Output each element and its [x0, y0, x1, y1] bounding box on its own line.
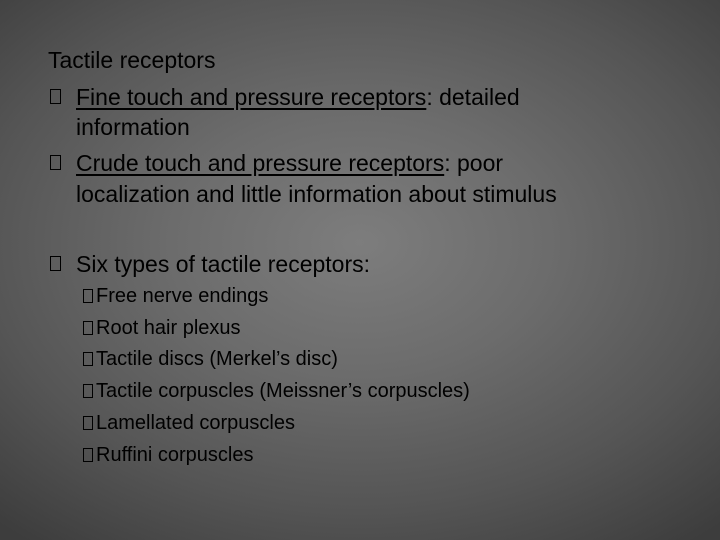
square-bullet-icon [83, 321, 93, 335]
type-list-item: Tactile corpuscles (Meissner’s corpuscles) [83, 381, 470, 401]
square-bullet-icon [50, 89, 61, 104]
square-bullet-icon [50, 256, 61, 271]
bullet-continuation: information [76, 114, 190, 140]
type-list-item: Root hair plexus [83, 318, 241, 338]
bullet-rest: : detailed [426, 84, 520, 110]
square-bullet-icon [83, 416, 93, 430]
square-bullet-icon [83, 289, 93, 303]
type-list-item: Free nerve endings [83, 286, 268, 306]
square-bullet-icon [83, 352, 93, 366]
type-list-item: Tactile discs (Merkel’s disc) [83, 349, 338, 369]
bullet-item [76, 152, 503, 175]
square-bullet-icon [83, 384, 93, 398]
type-list-item: Lamellated corpuscles [83, 413, 295, 433]
types-heading: Six types of tactile receptors: [76, 251, 371, 277]
bullet-item [76, 86, 520, 109]
type-list-item: Ruffini corpuscles [83, 445, 253, 465]
square-bullet-icon [83, 448, 93, 462]
slide-title: Tactile receptors [48, 47, 216, 73]
bullet-rest: : poor [444, 150, 504, 176]
square-bullet-icon [50, 155, 61, 170]
bullet-term: Crude touch and pressure receptors [76, 150, 445, 176]
bullet-term: Fine touch and pressure receptors [76, 84, 427, 110]
bullet-continuation: localization and little information about stimulus [76, 181, 557, 207]
